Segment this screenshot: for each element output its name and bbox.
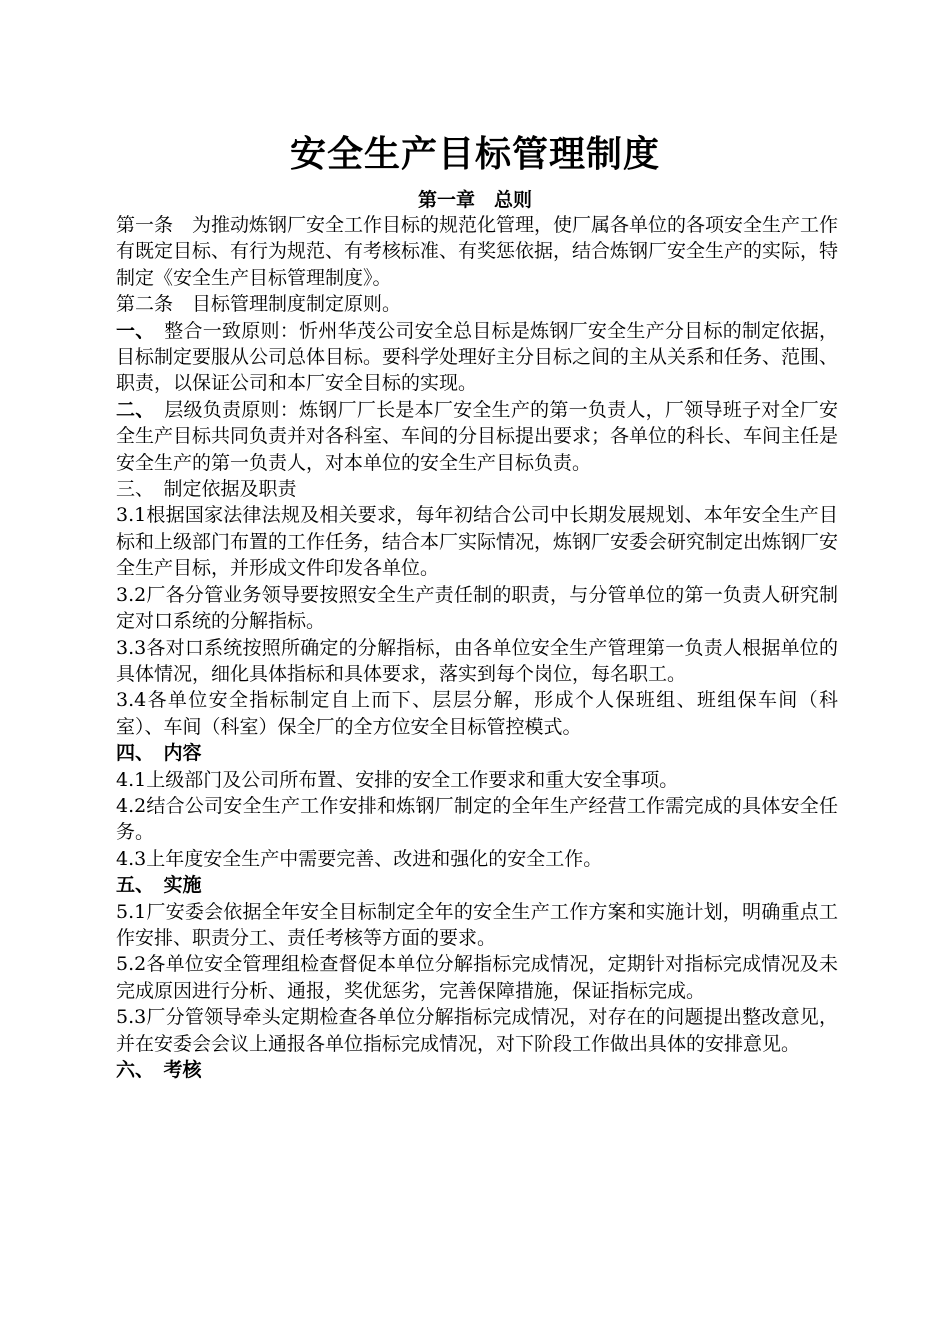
paragraph-text: 5.2各单位安全管理组检查督促本单位分解指标完成情况，定期针对指标完成情况及未完成原因进行分析、通报，奖优惩劣，完善保障措施，保证指标完成。 <box>116 953 838 1002</box>
paragraph-5-2 <box>116 951 838 1004</box>
paragraph-3-1 <box>116 502 838 581</box>
section-number: 二、 <box>116 398 146 421</box>
paragraph-3-3 <box>116 635 838 688</box>
paragraph-section-2 <box>116 397 838 476</box>
section-heading-6 <box>116 1057 838 1083</box>
paragraph-article-1 <box>116 212 838 291</box>
paragraph-text: 4.3上年度安全生产中需要完善、改进和强化的安全工作。 <box>116 847 603 870</box>
paragraph-3-2 <box>116 582 838 635</box>
document-body <box>116 212 838 1083</box>
paragraph-text: 三、 制定依据及职责 <box>116 478 297 501</box>
document-title: 安全生产目标管理制度 <box>289 133 660 175</box>
section-heading-4 <box>116 740 838 766</box>
paragraph-3-4 <box>116 687 838 740</box>
paragraph-text: 第一条 为推动炼钢厂安全工作目标的规范化管理，使厂属各单位的各项安全生产工作有既定目标、有行为规范、有考核标准、有奖惩依据，结合炼钢厂安全生产的实际，特制定《安全生产目标管理制度》。 <box>116 214 839 289</box>
paragraph-text: 3.1根据国家法律法规及相关要求，每年初结合公司中长期发展规划、本年安全生产目标和上级部门布置的工作任务，结合本厂实际情况，炼钢厂安委会研究制定出炼钢厂安全生产目标，并形成文件印发各单位。 <box>116 504 839 580</box>
paragraph-text: 整合一致原则：忻州华茂公司安全总目标是炼钢厂安全生产分目标的制定依据，目标制定要服从公司总体目标。要科学处理好主分目标之间的主从关系和任务、范围、职责，以保证公司和本厂安全目标的实现。 <box>116 319 839 395</box>
paragraph-text: 4.2结合公司安全生产工作安排和炼钢厂制定的全年生产经营工作需完成的具体安全任务。 <box>116 794 838 844</box>
paragraph-section-3 <box>116 476 838 502</box>
section-heading: 四、 内容 <box>116 742 202 765</box>
paragraph-text: 3.4各单位安全指标制定自上而下、层层分解，形成个人保班组、班组保车间（科室）、车间（科室）保全厂的全方位安全目标管控模式。 <box>116 689 838 738</box>
paragraph-text: 4.1上级部门及公司所布置、安排的安全工作要求和重大安全事项。 <box>116 768 679 791</box>
paragraph-4-3 <box>116 846 838 872</box>
paragraph-text: 3.3各对口系统按照所确定的分解指标，由各单位安全生产管理第一负责人根据单位的具体情况，细化具体指标和具体要求，落实到每个岗位，每名职工。 <box>116 636 838 685</box>
paragraph-4-2 <box>116 793 838 846</box>
paragraph-text: 5.1厂安委会依据全年安全目标制定全年的安全生产工作方案和实施计划，明确重点工作安排、职责分工、责任考核等方面的要求。 <box>116 900 838 949</box>
paragraph-article-2 <box>116 291 838 317</box>
paragraph-text: 层级负责原则：炼钢厂厂长是本厂安全生产的第一负责人，厂领导班子对全厂安全生产目标共同负责并对各科室、车间的分目标提出要求；各单位的科长、车间主任是安全生产的第一负责人，对本单位的安全生产目标负责。 <box>116 398 839 474</box>
paragraph-4-1 <box>116 767 838 793</box>
paragraph-5-3 <box>116 1004 838 1057</box>
section-number: 一、 <box>116 319 146 342</box>
paragraph-text: 5.3厂分管领导牵头定期检查各单位分解指标完成情况，对存在的问题提出整改意见，并在安委会会议上通报各单位指标完成情况，对下阶段工作做出具体的安排意见。 <box>116 1006 838 1055</box>
section-heading: 六、 考核 <box>116 1059 202 1081</box>
section-heading: 五、 实施 <box>116 874 202 897</box>
section-heading-5 <box>116 872 838 898</box>
paragraph-text: 3.2厂各分管业务领导要按照安全生产责任制的职责，与分管单位的第一负责人研究制定对口系统的分解指标。 <box>116 583 838 633</box>
paragraph-text: 第二条 目标管理制度制定原则。 <box>116 293 402 316</box>
paragraph-section-1 <box>116 318 838 397</box>
chapter-heading: 第一章 总则 <box>417 189 532 211</box>
paragraph-5-1 <box>116 899 838 952</box>
